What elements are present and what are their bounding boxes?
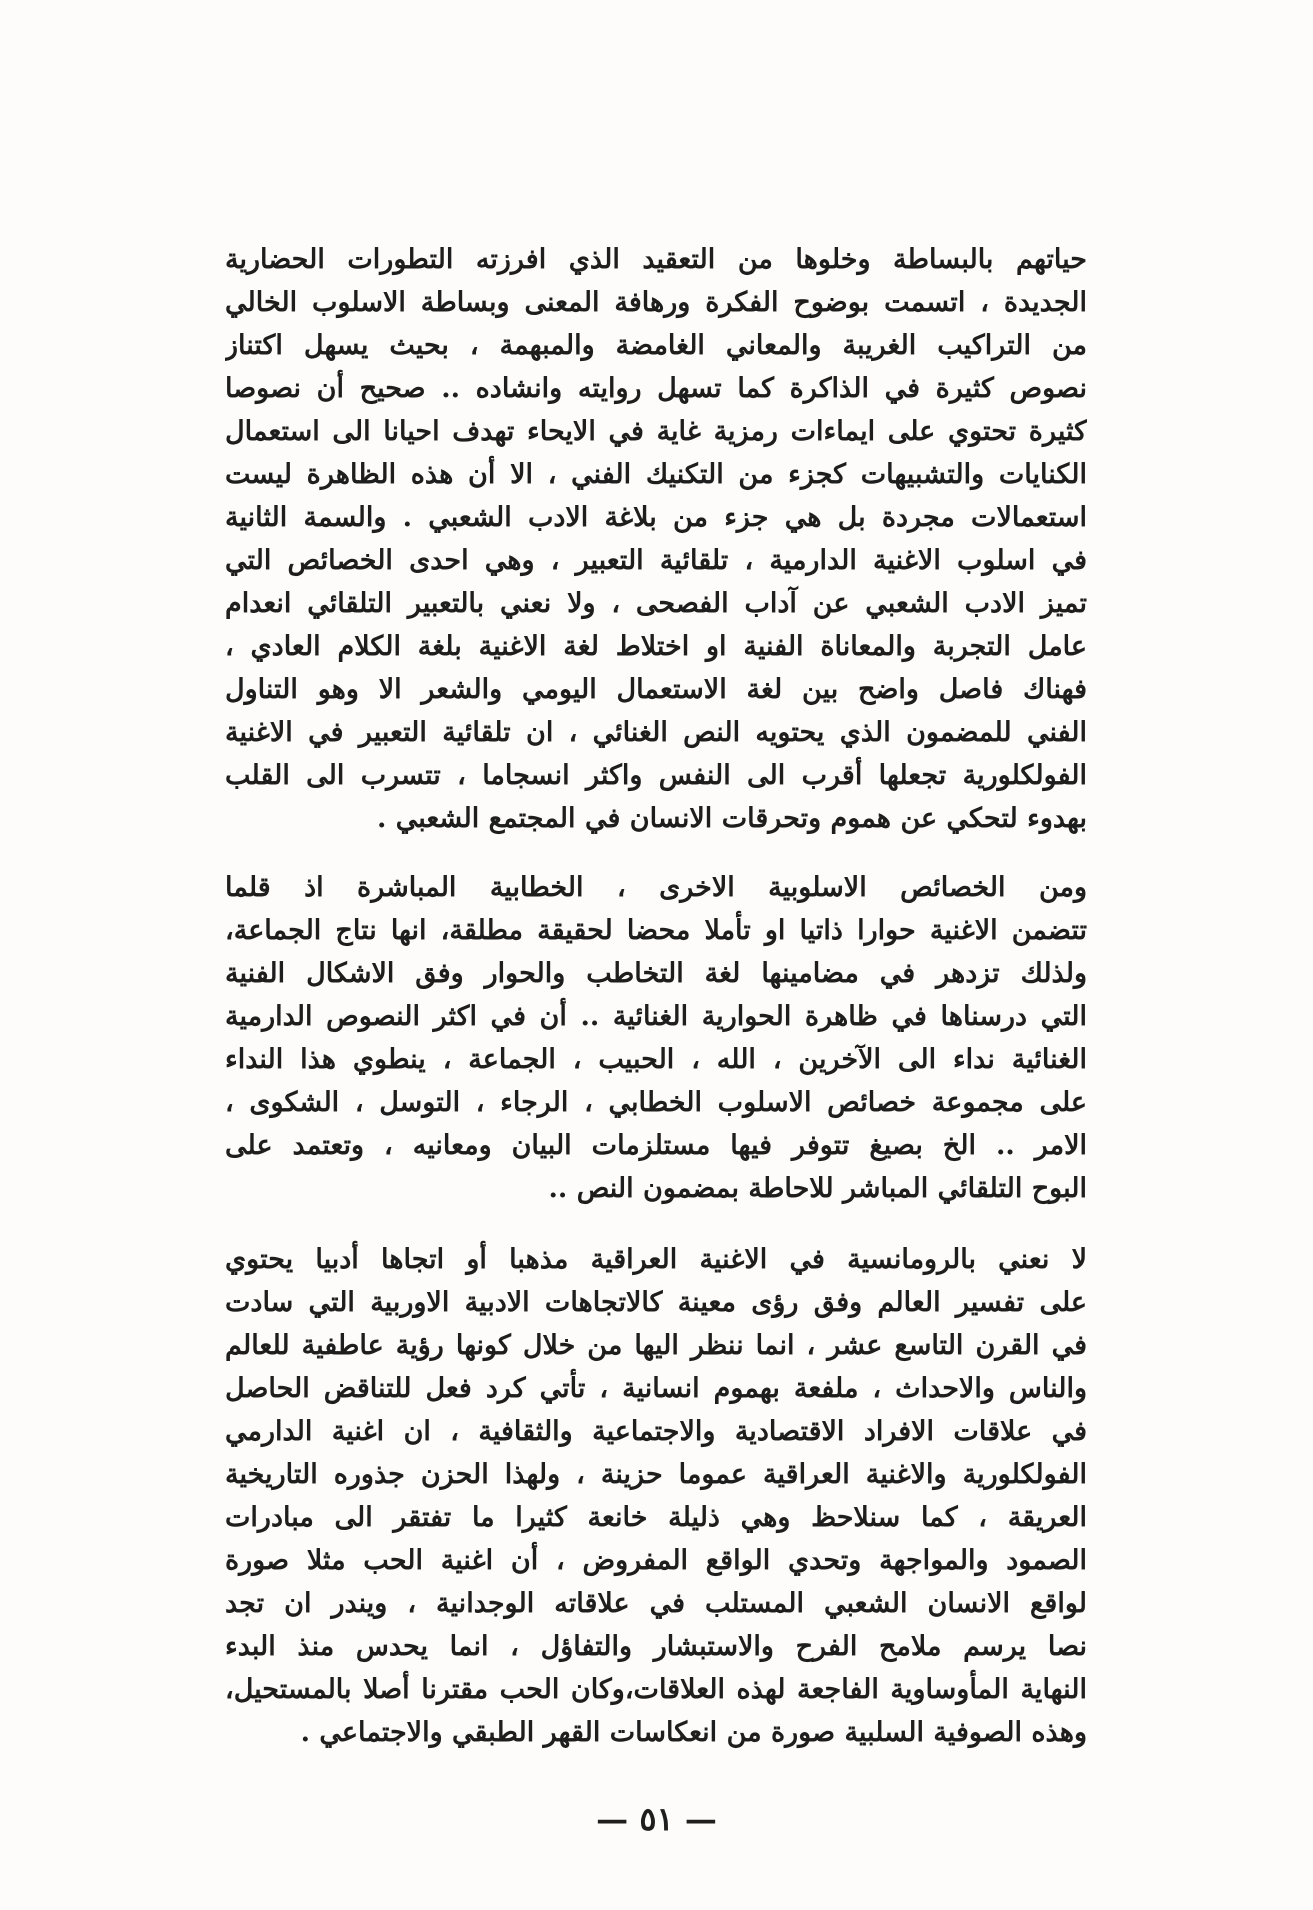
text-line: عامل التجربة والمعاناة الفنية او اختلاط لغة الاغنية بلغة الكلام العادي ، xyxy=(225,631,1087,662)
text-line: العريقة ، كما سنلاحظ وهي ذليلة خانعة كثيرا ما تفتقر الى مبادرات xyxy=(225,1502,1087,1533)
text-line: كثيرة تحتوي على ايماءات رمزية غاية في الايحاء تهدف احيانا الى استعمال xyxy=(225,416,1087,447)
text-line: الفولكلورية تجعلها أقرب الى النفس واكثر انسجاما ، تتسرب الى القلب xyxy=(225,760,1087,791)
text-line: الغنائية نداء الى الآخرين ، الله ، الحبيب ، الجماعة ، ينطوي هذا النداء xyxy=(225,1044,1087,1075)
text-line: النهاية المأوساوية الفاجعة لهذه العلاقات،وكان الحب مقترنا أصلا بالمستحيل، xyxy=(225,1674,1087,1705)
text-line: الفولكلورية والاغنية العراقية عموما حزينة ، ولهذا الحزن جذوره التاريخية xyxy=(225,1459,1087,1490)
text-line: استعمالات مجردة بل هي جزء من بلاغة الادب الشعبي . والسمة الثانية xyxy=(225,502,1087,533)
text-line: في علاقات الافراد الاقتصادية والاجتماعية والثقافية ، ان اغنية الدارمي xyxy=(225,1416,1087,1447)
text-line: في اسلوب الاغنية الدارمية ، تلقائية التعبير ، وهي احدى الخصائص التي xyxy=(225,545,1087,576)
paragraph-1 xyxy=(225,238,1087,840)
text-line: في القرن التاسع عشر ، انما ننظر اليها من خلال كونها رؤية عاطفية للعالم xyxy=(225,1330,1087,1361)
body-text xyxy=(225,238,1087,1754)
text-line: على تفسير العالم وفق رؤى معينة كالاتجاهات الادبية الاوربية التي سادت xyxy=(225,1287,1087,1318)
paragraph-spacer xyxy=(225,1210,1087,1238)
text-line: على مجموعة خصائص الاسلوب الخطابي ، الرجاء ، التوسل ، الشكوى ، xyxy=(225,1087,1087,1118)
text-line: فهناك فاصل واضح بين لغة الاستعمال اليومي والشعر الا وهو التناول xyxy=(225,674,1087,705)
text-line: تميز الادب الشعبي عن آداب الفصحى ، ولا نعني بالتعبير التلقائي انعدام xyxy=(225,588,1087,619)
text-line: الفني للمضمون الذي يحتويه النص الغنائي ، ان تلقائية التعبير في الاغنية xyxy=(225,717,1087,748)
text-line: لواقع الانسان الشعبي المستلب في علاقاته الوجدانية ، ويندر ان تجد xyxy=(225,1588,1087,1619)
paragraph-3 xyxy=(225,1238,1087,1754)
paragraph-2 xyxy=(225,866,1087,1210)
text-line: من التراكيب الغريبة والمعاني الغامضة والمبهمة ، بحيث يسهل اكتناز xyxy=(225,330,1087,361)
text-line: تتضمن الاغنية حوارا ذاتيا او تأملا محضا لحقيقة مطلقة، انها نتاج الجماعة، xyxy=(225,915,1087,946)
text-line: البوح التلقائي المباشر للاحاطة بمضمون النص .. xyxy=(548,1173,1087,1204)
text-line: نصا يرسم ملامح الفرح والاستبشار والتفاؤل ، انما يحدس منذ البدء xyxy=(225,1631,1087,1662)
text-line: الامر .. الخ بصيغ تتوفر فيها مستلزمات البيان ومعانيه ، وتعتمد على xyxy=(225,1130,1087,1161)
text-line: التي درسناها في ظاهرة الحوارية الغنائية .. أن في اكثر النصوص الدارمية xyxy=(225,1001,1087,1032)
text-line: نصوص كثيرة في الذاكرة كما تسهل روايته وانشاده .. صحيح أن نصوصا xyxy=(225,373,1087,404)
text-line: الجديدة ، اتسمت بوضوح الفكرة ورهافة المعنى وبساطة الاسلوب الخالي xyxy=(225,287,1087,318)
page-number: — ٥١ — xyxy=(596,1800,717,1838)
text-line: ومن الخصائص الاسلوبية الاخرى ، الخطابية المباشرة اذ قلما xyxy=(225,872,1087,903)
paragraph-spacer xyxy=(225,840,1087,866)
text-line: والناس والاحداث ، ملفعة بهموم انسانية ، تأتي كرد فعل للتناقض الحاصل xyxy=(225,1373,1087,1404)
text-line: حياتهم بالبساطة وخلوها من التعقيد الذي افرزته التطورات الحضارية xyxy=(225,244,1087,275)
text-line: ولذلك تزدهر في مضامينها لغة التخاطب والحوار وفق الاشكال الفنية xyxy=(225,958,1087,989)
text-line: الكنايات والتشبيهات كجزء من التكنيك الفني ، الا أن هذه الظاهرة ليست xyxy=(225,459,1087,490)
text-line: بهدوء لتحكي عن هموم وتحرقات الانسان في المجتمع الشعبي . xyxy=(376,803,1087,834)
text-line: وهذه الصوفية السلبية صورة من انعكاسات القهر الطبقي والاجتماعي . xyxy=(300,1717,1087,1748)
text-line: لا نعني بالرومانسية في الاغنية العراقية مذهبا أو اتجاها أدبيا يحتوي xyxy=(225,1244,1087,1275)
text-line: الصمود والمواجهة وتحدي الواقع المفروض ، أن اغنية الحب مثلا صورة xyxy=(225,1545,1087,1576)
